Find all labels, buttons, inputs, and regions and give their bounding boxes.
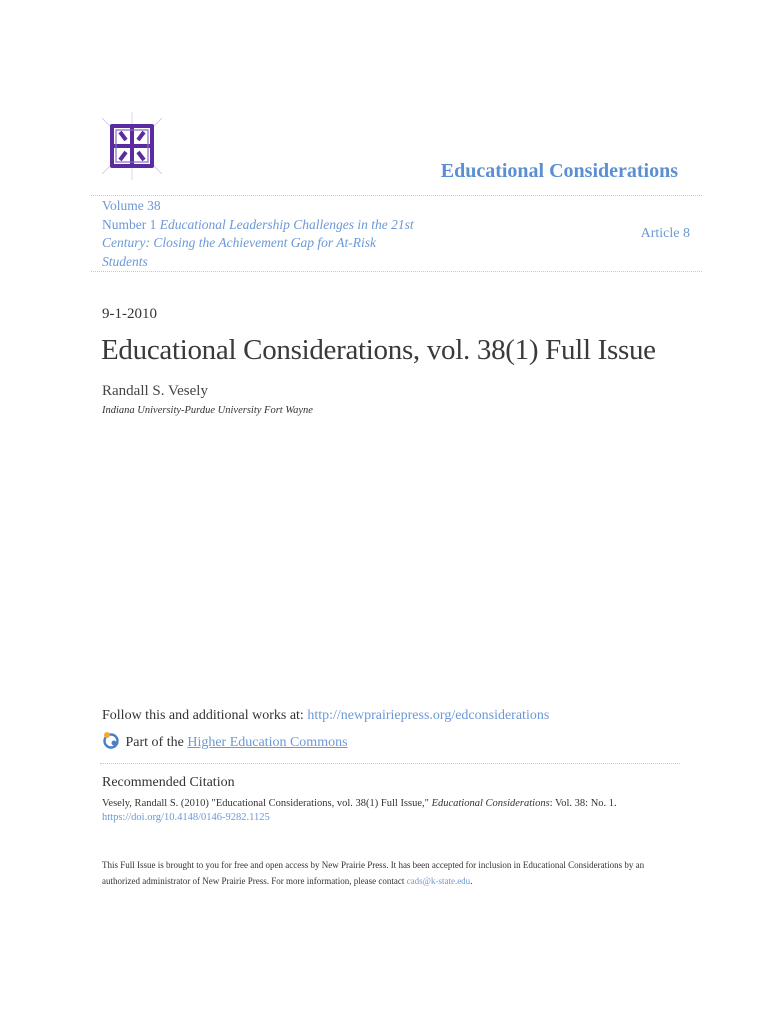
divider bbox=[91, 271, 702, 272]
document-title: Educational Considerations, vol. 38(1) Full Issue bbox=[101, 334, 656, 366]
issue-title: Educational Leadership Challenges in the 21st Century: Closing the Achievement Gap for At-Risk Students bbox=[102, 216, 414, 269]
doi-link[interactable]: https://doi.org/10.4148/0146-9282.1125 bbox=[102, 812, 270, 823]
disclaimer-text: This Full Issue is brought to you for free and open access by New Prairie Press. It has been accepted for inclusion in Educational Considerations by an authorized administrator of New Prairie Press. For more information, please contact bbox=[102, 860, 645, 886]
follow-line bbox=[102, 708, 549, 724]
volume-link[interactable]: Volume 38 bbox=[102, 198, 161, 213]
follow-url-link[interactable]: http://newprairiepress.org/edconsiderations bbox=[307, 708, 550, 723]
issue-number: Number 1 bbox=[102, 216, 157, 232]
issue-info bbox=[102, 197, 422, 271]
new-prairie-press-logo-icon bbox=[96, 110, 168, 182]
higher-education-commons-link[interactable]: Higher Education Commons bbox=[187, 735, 348, 750]
part-of-line bbox=[102, 731, 348, 751]
citation-journal: Educational Considerations bbox=[431, 798, 550, 809]
journal-title-link[interactable]: Educational Considerations bbox=[440, 160, 678, 182]
recommended-citation-heading: Recommended Citation bbox=[102, 775, 235, 790]
publication-date: 9-1-2010 bbox=[102, 306, 157, 322]
commons-network-icon bbox=[102, 731, 120, 749]
article-number-link[interactable]: Article 8 bbox=[640, 226, 690, 241]
citation-body: Vesely, Randall S. (2010) "Educational Considerations, vol. 38(1) Full Issue," bbox=[102, 798, 429, 809]
contact-email-link[interactable]: cads@k-state.edu bbox=[406, 876, 471, 886]
disclaimer-end: . bbox=[470, 876, 473, 886]
divider bbox=[91, 195, 702, 196]
author-affiliation: Indiana University-Purdue University Fort Wayne bbox=[102, 405, 313, 416]
issue-number-link[interactable] bbox=[102, 216, 422, 272]
divider bbox=[100, 763, 680, 764]
access-disclaimer bbox=[102, 857, 682, 889]
follow-label: Follow this and additional works at: bbox=[102, 708, 304, 723]
part-of-label: Part of the bbox=[125, 735, 184, 750]
author-name: Randall S. Vesely bbox=[102, 383, 208, 399]
citation-volume: : Vol. 38: No. 1. bbox=[549, 798, 617, 809]
citation-text bbox=[102, 797, 662, 825]
